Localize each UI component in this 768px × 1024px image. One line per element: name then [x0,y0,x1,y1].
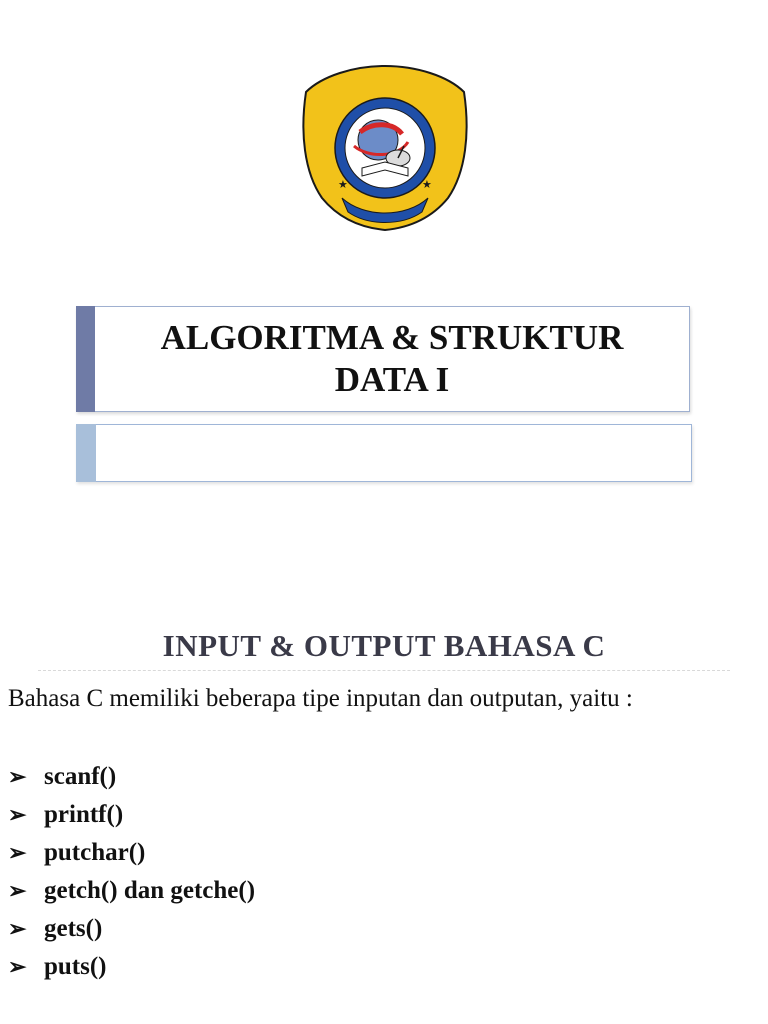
arrow-bullet-icon: ➢ [8,802,27,827]
svg-text:★: ★ [338,178,348,191]
svg-text:★: ★ [422,178,432,191]
title-box [76,306,690,412]
unikom-logo [298,62,472,232]
list-item [8,872,255,910]
list-item [8,910,255,948]
intro-paragraph: Bahasa C memiliki beberapa tipe inputan dan outputan, yaitu : [8,685,633,712]
list-item [8,948,255,986]
list-item-label: puts() [44,953,107,980]
arrow-bullet-icon: ➢ [8,764,27,789]
arrow-bullet-icon: ➢ [8,878,27,903]
arrow-bullet-icon: ➢ [8,840,27,865]
list-item [8,758,255,796]
list-item [8,834,255,872]
arrow-bullet-icon: ➢ [8,954,27,979]
list-item-label: gets() [44,915,103,942]
section-heading: INPUT & OUTPUT BAHASA C [162,628,606,663]
title-line-1: ALGORITMA & STRUKTUR [160,318,624,357]
subtitle-box [76,424,692,482]
title-line-2: DATA I [334,360,450,399]
list-item-label: putchar() [44,839,146,866]
arrow-bullet-icon: ➢ [8,916,27,941]
subtitle-accent-bar [76,424,96,482]
list-item-label: printf() [44,801,124,828]
divider [38,670,730,671]
function-list [8,758,255,986]
title-accent-bar [76,306,95,412]
list-item-label: scanf() [44,763,117,790]
list-item [8,796,255,834]
list-item-label: getch() dan getche() [44,877,256,904]
presentation-title [95,317,689,401]
